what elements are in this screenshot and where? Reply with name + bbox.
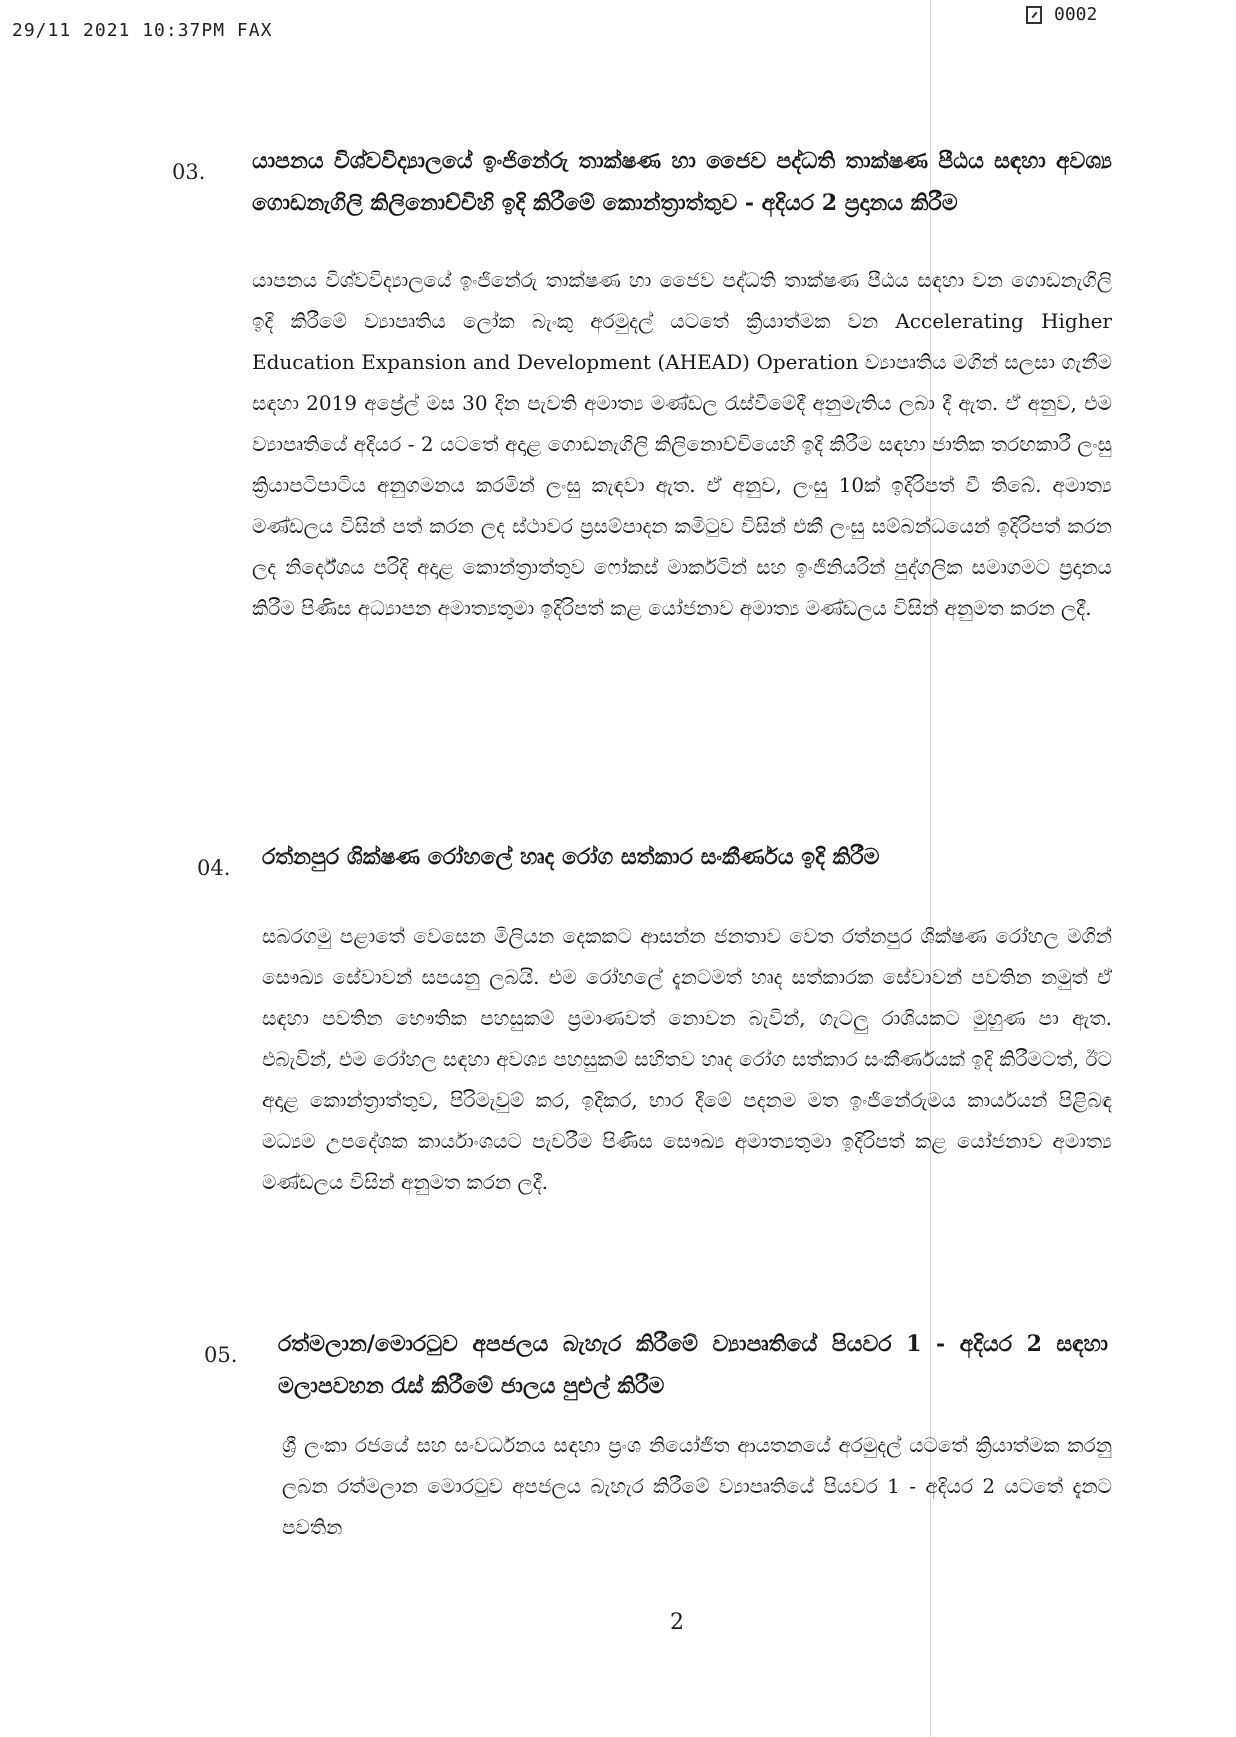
section-number: 03.	[172, 160, 206, 184]
fax-timestamp: 29/11 2021 10:37PM FAX	[12, 20, 273, 41]
section-number: 05.	[204, 1343, 238, 1367]
fax-page-marker	[1026, 4, 1097, 25]
section-body: යාපනය විශ්වවිද්‍යාලයේ ඉංජිනේරු තාක්ෂණ හා ජෛව පද්ධති තාක්ෂණ පීඨය සඳහා වන ගොඩනැගිලි ඉදි කිරීමේ ව්‍යාපෘතිය ලෝක බැංකු අරමුදල් යටතේ ක්‍රියාත්මක වන Accelerating Higher Education Expansion and Development (AHEAD) Operation ව්‍යාපෘතිය මගින් සලසා ගැනීම සඳහා 2019 අප්‍රේල් මස 30 දින පැවති අමාත්‍ය මණ්ඩල රැස්වීමේදී අනුමැතිය ලබා දී ඇත. ඒ අනුව, එම ව්‍යාපෘතියේ අදියර - 2 යටතේ අදාළ ගොඩනැගිලි කිලිනොච්චියෙහි ඉදි කිරීම සඳහා ජාතික තරඟකාරී ලංසු ක්‍රියාපටිපාටිය අනුගමනය කරමින් ලංසු කැඳවා ඇත. ඒ අනුව, ලංසු 10ක් ඉදිරිපත් වී තිබේ. අමාත්‍ය මණ්ඩලය විසින් පත් කරන ලද ස්ථාවර ප්‍රසම්පාදන කමිටුව විසින් එකී ලංසු සම්බන්ධයෙන් ඉදිරිපත් කරන ලද නිර්දේශය පරිදි අදාළ කොන්ත්‍රාත්තුව ෆෝකස් මාර්කටින් සහ ඉංජිනියරින් පුද්ගලික සමාගමට ප්‍රදානය කිරීම පිණිස අධ්‍යාපන අමාත්‍යතුමා ඉදිරිපත් කළ යෝජනාව අමාත්‍ය මණ්ඩලය විසින් අනුමත කරන ලදී.	[252, 268, 1112, 620]
page-number: 2	[670, 1610, 684, 1635]
section-number: 04.	[197, 856, 231, 880]
section-title: යාපනය විශ්වවිද්‍යාලයේ ඉංජිනේරු තාක්ෂණ හා ජෛව පද්ධති තාක්ෂණ පීඨය සඳහා අවශ්‍ය ගොඩනැගිලි කිලිනොච්චිහි ඉදි කිරීමේ කොන්ත්‍රාත්තුව - අදියර 2 ප්‍රදානය කිරීම	[252, 148, 1112, 216]
section-body: සබරගමු පළාතේ වෙසෙන මිලියන දෙකකට ආසන්න ජනතාව වෙත රත්නපුර ශික්ෂණ රෝහල මගින් සෞඛ්‍ය සේවාවන් සපයනු ලබයි. එම රෝහලේ දැනටමත් හෘද සත්කාරක සේවාවන් පවතින නමුත් ඒ සඳහා පවතින භෞතික පහසුකම් ප්‍රමාණවත් නොවන බැවින්, ගැටලු රාශියකට මුහුණ පා ඇත. එබැවින්, එම රෝහල සඳහා අවශ්‍ය පහසුකම් සහිතව හෘද රෝග සත්කාර සංකීර්ණයක් ඉදි කිරීමටත්, ඊට අදාළ කොන්ත්‍රාත්තුව, පිරිමැවුම් කර, ඉදිකර, භාර දීමේ පදනම මත ඉංජිනේරුමය කාර්යයන් පිළිබඳ මධ්‍යම උපදේශක කාර්යාංශයට පැවරීම පිණිස සෞඛ්‍ය අමාත්‍යතුමා ඉදිරිපත් කළ යෝජනාව අමාත්‍ය මණ්ඩලය විසින් අනුමත කරන ලදී.	[262, 924, 1112, 1194]
section-body: ශ්‍රී ලංකා රජයේ සහ සංවර්ධනය සඳහා ප්‍රංශ නියෝජිත ආයතනයේ අරමුදල් යටතේ ක්‍රියාත්මක කරනු ලබන රත්මලාන මොරටුව අපජලය බැහැර කිරීමේ ව්‍යාපෘතියේ පියවර 1 - අදියර 2 යටතේ දැනට පවතින	[282, 1433, 1112, 1539]
section-title: රත්නපුර ශික්ෂණ රෝහලේ හෘද රෝග සත්කාර සංකීර්ණය ඉදි කිරීම	[262, 844, 880, 870]
section-title: රත්මලාන/මොරටුව අපජලය බැහැර කිරීමේ ව්‍යාපෘතියේ පියවර 1 - අදියර 2 සඳහා මලාපවහන රැස් කිරීමේ ජාලය පුළුල් කිරීම	[278, 1331, 1108, 1399]
fax-page-code: 0002	[1054, 4, 1098, 25]
fax-checkbox-icon	[1026, 6, 1042, 24]
